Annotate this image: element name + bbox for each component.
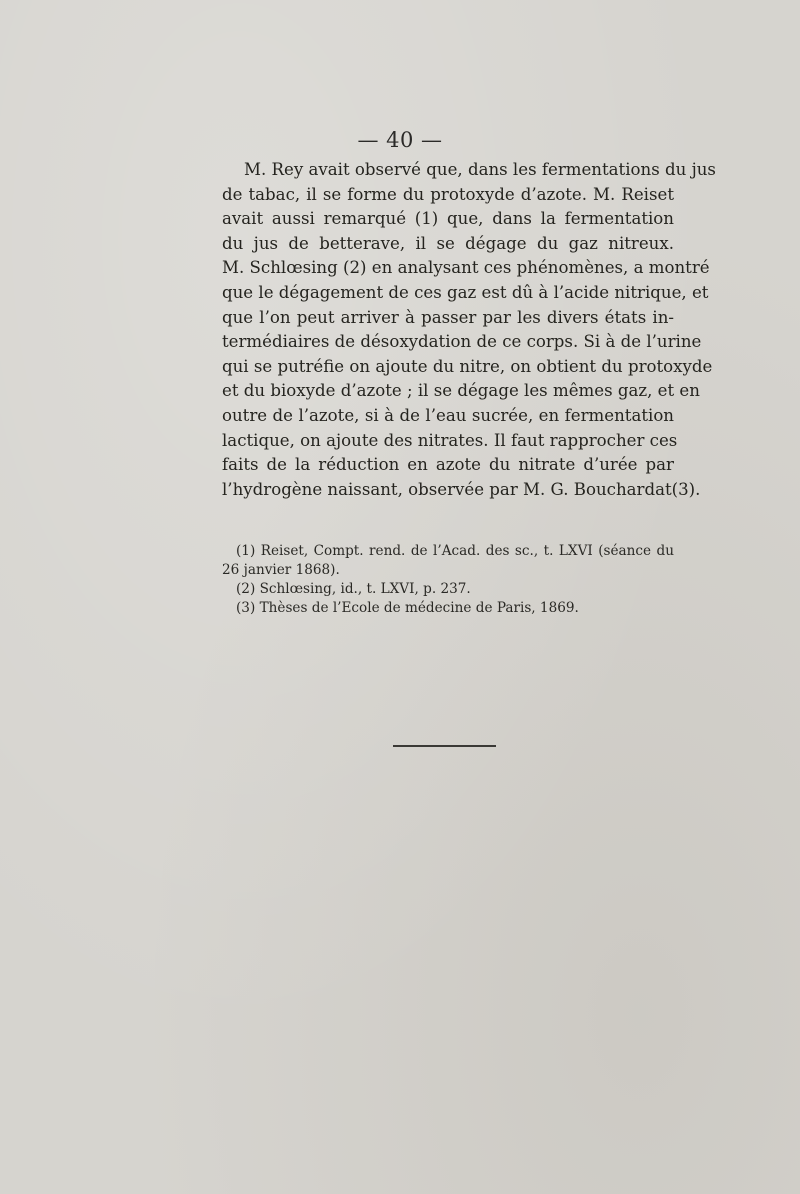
end-rule-divider	[393, 745, 496, 747]
body-line: et du bioxyde d’azote ; il se dégage les mêmes gaz, et en	[222, 381, 700, 401]
body-paragraph	[222, 158, 716, 502]
body-line: faits de la réduction en azote du nitrate d’urée par	[222, 455, 674, 475]
body-line: avait aussi remarqué (1) que, dans la fermentation	[222, 209, 674, 229]
footnotes	[222, 542, 674, 618]
footnote-1-continued: 26 janvier 1868).	[222, 562, 340, 578]
body-line: l’hydrogène naissant, observée par M. G. Bouchardat(3).	[222, 479, 701, 499]
body-line: M. Rey avait observé que, dans les fermentations du jus	[244, 160, 716, 179]
body-line: du jus de betterave, il se dégage du gaz nitreux.	[222, 233, 674, 253]
body-line: termédiaires de désoxydation de ce corps. Si à de l’urine	[222, 332, 702, 352]
footnote-2: (2) Schlœsing, id., t. LXVI, p. 237.	[236, 581, 471, 597]
body-line: qui se putréfie on ajoute du nitre, on obtient du protoxyde	[222, 356, 713, 376]
body-line: lactique, on ajoute des nitrates. Il faut rapprocher ces	[222, 430, 678, 450]
body-line: que l’on peut arriver à passer par les divers états in-	[222, 307, 674, 327]
body-line: de tabac, il se forme du protoxyde d’azote. M. Reiset	[222, 184, 674, 204]
footnote-1: (1) Reiset, Compt. rend. de l’Acad. des sc., t. LXVI (séance du	[236, 543, 674, 559]
page-number: — 40 —	[357, 128, 443, 152]
body-line: M. Schlœsing (2) en analysant ces phénomènes, a montré	[222, 258, 710, 278]
body-line: que le dégagement de ces gaz est dû à l’acide nitrique, et	[222, 282, 709, 302]
footnote-3: (3) Thèses de l’Ecole de médecine de Paris, 1869.	[236, 600, 579, 616]
body-line: outre de l’azote, si à de l’eau sucrée, en fermentation	[222, 405, 674, 425]
